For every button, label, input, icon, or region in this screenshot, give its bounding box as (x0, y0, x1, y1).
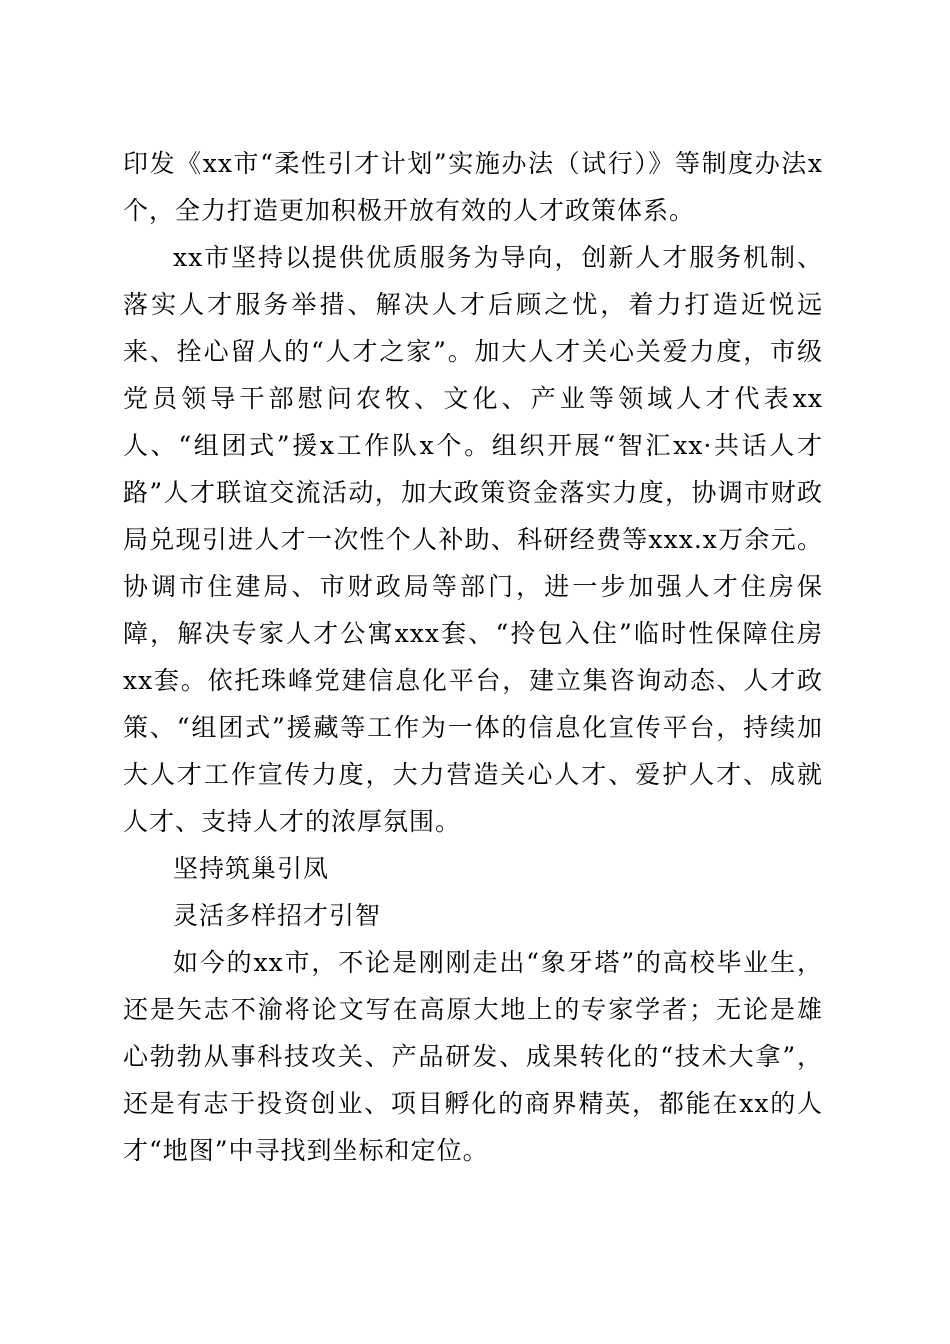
document-body (123, 140, 823, 1174)
section-heading-nest-building: 坚持筑巢引凤 (173, 854, 330, 883)
paragraph-talent-services: xx市坚持以提供优质服务为导向，创新人才服务机制、落实人才服务举措、解决人才后顾之忧，着力打造近悦远来、拴心留人的“人才之家”。加大人才关心关爱力度，市级党员领导干部慰问农牧、文化、产业等领域人才代表xx人、“组团式”援x工作队x个。组织开展“智汇xx·共话人才路”人才联谊交流活动，加大政策资金落实力度，协调市财政局兑现引进人才一次性个人补助、科研经费等xxx.x万余元。协调市住建局、市财政局等部门，进一步加强人才住房保障，解决专家人才公寓xxx套、“拎包入住”临时性保障住房xx套。依托珠峰党建信息化平台，建立集咨询动态、人才政策、“组团式”援藏等工作为一体的信息化宣传平台，持续加大人才工作宣传力度，大力营造关心人才、爱护人才、成就人才、支持人才的浓厚氛围。 (123, 243, 823, 836)
paragraph-policy-system: 印发《xx市“柔性引才计划”实施办法（试行）》等制度办法x个，全力打造更加积极开放有效的人才政策体系。 (123, 149, 823, 225)
section-subheading-talent-recruitment: 灵活多样招才引智 (173, 901, 382, 930)
paragraph-talent-map: 如今的xx市，不论是刚刚走出“象牙塔”的高校毕业生，还是矢志不渝将论文写在高原大地上的专家学者；无论是雄心勃勃从事科技攻关、产品研发、成果转化的“技术大拿”，还是有志于投资创业、项目孵化的商界精英，都能在xx的人才“地图”中寻找到坐标和定位。 (123, 948, 823, 1165)
